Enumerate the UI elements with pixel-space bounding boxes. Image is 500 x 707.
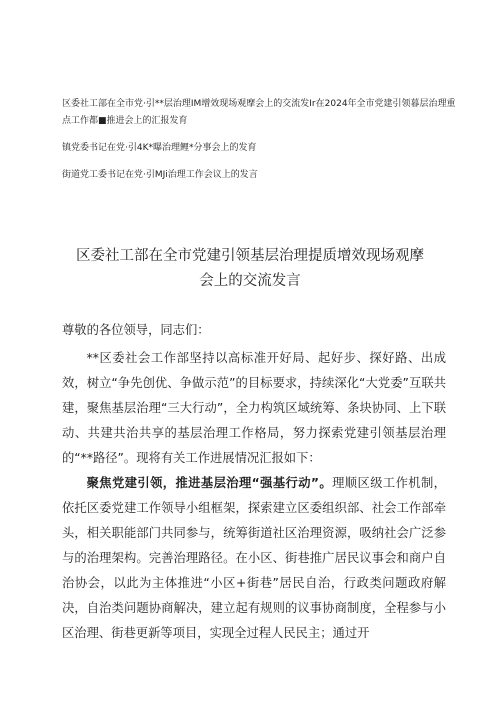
table-of-contents	[62, 96, 462, 184]
toc-item-2[interactable]: 镇党委书记在党·引4K*曝治理鲤*分事会上的发育	[62, 143, 257, 153]
document-title	[40, 244, 460, 294]
toc-item-1[interactable]: 区委社工部在全市党·引**层治理IM增效现场观摩会上的交流发Ir在2024年全市党建引领暮层治理重点工作都■推进会上的汇报发育	[62, 99, 456, 126]
salutation: 尊敬的各位领导，同志们：	[62, 323, 210, 337]
title-line-2: 会上的交流发言	[199, 273, 301, 289]
paragraph-2-body: 理顺区级工作机制，依托区委党建工作领导小组框架，探索建立区委组织部、社会工作部牵头，相关职能部门共同参与，统筹街道社区治理资源，吸纳社会广泛参与的治理架构。完善治理路径。在小区、街巷推广居民议事会和商户自治协会，以此为主体推进“小区+街巷”居民自治，行政类问题政府解决，自治类问题协商解决，建立起有规则的议事协商制度，全程参与小区治理、街巷更新等项目，实现全过程人民民主；通过开	[62, 476, 446, 640]
title-line-1: 区委社工部在全市党建引领基层治理提质增效现场观摩	[76, 248, 424, 264]
paragraph-2-lead: 聚焦党建引领，推进基层治理“强基行动”。	[86, 476, 333, 490]
paragraph-1: **区委社会工作部坚持以高标准开好局、起好步、探好路、出成效，树立“争先创优、争做示范”的目标要求，持续深化“大党委”互联共建，聚焦基层治理“三大行动”，全力构筑区域统筹、条块协同、上下联动、共建共治共享的基层治理工作格局，努力探索党建引领基层治理的“**路径”。现将有关工作进展情况汇报如下：	[62, 351, 446, 465]
document-body	[62, 318, 446, 646]
toc-item-3[interactable]: 街道党工委书记在党·引MJi治理工作会议上的发言	[62, 170, 258, 180]
paragraph-2	[62, 471, 446, 646]
